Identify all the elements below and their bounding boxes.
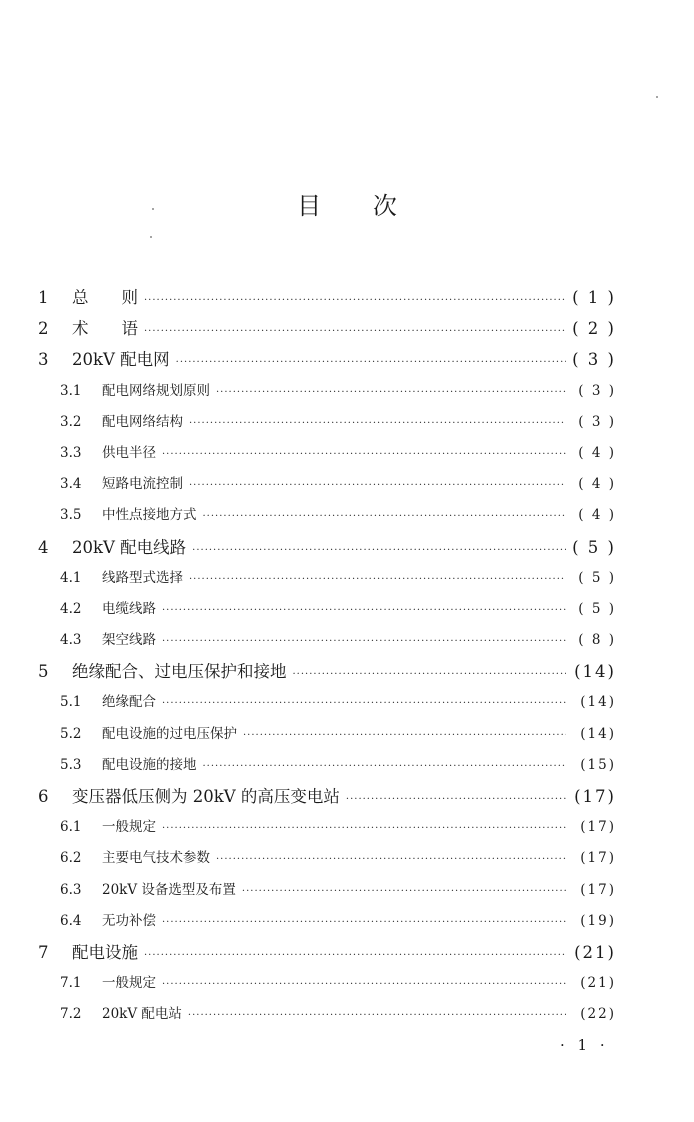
entry-page: ( 3 ) [578, 413, 616, 430]
dot-leader [162, 626, 566, 657]
entry-title: 短路电流控制 [102, 476, 183, 493]
entry-number: 4 [38, 537, 49, 557]
scan-speck [152, 208, 154, 210]
entry-number: 3.3 [60, 444, 82, 461]
title-char-1: 目 [297, 192, 322, 220]
scan-speck [656, 96, 658, 98]
dot-leader [162, 688, 566, 719]
entry-number: 4.3 [60, 632, 82, 649]
entry-page: ( 5 ) [578, 569, 616, 586]
toc-entry[interactable] [38, 750, 616, 781]
entry-number: 5 [38, 662, 49, 682]
entry-title: 绝缘配合 [102, 694, 156, 711]
entry-page: (17) [580, 819, 616, 836]
entry-title: 架空线路 [102, 632, 156, 649]
entry-page: ( 5 ) [572, 537, 616, 557]
page-number: · 1 · [560, 1036, 609, 1054]
toc-entry[interactable] [38, 563, 616, 594]
entry-title: 绝缘配合、过电压保护和接地 [72, 662, 287, 682]
toc-entry[interactable] [38, 469, 616, 500]
entry-page: ( 1 ) [572, 288, 616, 307]
dot-leader [216, 844, 566, 875]
entry-number: 5.2 [60, 725, 82, 742]
dot-leader [162, 595, 566, 626]
entry-page: (21) [574, 942, 616, 962]
page-title [0, 186, 694, 221]
dot-leader [203, 751, 567, 782]
toc-entry[interactable] [38, 781, 616, 812]
entry-page: (14) [574, 662, 616, 682]
entry-number: 3.2 [60, 413, 82, 430]
toc-entry[interactable] [38, 532, 616, 563]
entry-page: (17) [574, 787, 616, 806]
entry-number: 2 [38, 319, 49, 339]
entry-title: 线路型式选择 [102, 569, 183, 586]
entry-title: 20kV 配电站 [102, 1006, 182, 1023]
toc-entry[interactable] [38, 656, 616, 687]
entry-number: 7 [38, 942, 49, 962]
entry-title: 配电设施 [72, 942, 138, 962]
dot-leader [346, 784, 566, 815]
entry-page: (22) [580, 1006, 616, 1023]
dot-leader [144, 316, 566, 347]
entry-page: (14) [580, 725, 616, 742]
toc-entry[interactable] [38, 875, 616, 906]
entry-number: 6 [38, 787, 49, 806]
entry-page: ( 4 ) [578, 507, 616, 524]
entry-title: 变压器低压侧为 20kV 的高压变电站 [72, 787, 340, 806]
entry-number: 6.3 [60, 881, 82, 898]
entry-page: ( 3 ) [578, 382, 616, 399]
dot-leader [216, 377, 566, 408]
title-char-2: 次 [372, 192, 397, 220]
dot-leader [242, 876, 566, 907]
dot-leader [162, 969, 566, 1000]
entry-title: 20kV 设备选型及布置 [102, 881, 236, 898]
entry-title: 术 语 [72, 319, 138, 339]
entry-page: (17) [580, 850, 616, 867]
entry-number: 1 [38, 288, 49, 307]
entry-number: 4.2 [60, 600, 82, 617]
entry-page: (21) [580, 975, 616, 992]
entry-number: 5.1 [60, 694, 82, 711]
entry-title: 供电半径 [102, 444, 156, 461]
entry-title: 20kV 配电线路 [72, 537, 187, 557]
dot-leader [162, 439, 566, 470]
entry-title: 电缆线路 [102, 600, 156, 617]
dot-leader [192, 535, 566, 566]
entry-number: 3.1 [60, 382, 82, 399]
toc-entry[interactable] [38, 625, 616, 656]
dot-leader [293, 659, 567, 690]
dot-leader [188, 1000, 566, 1031]
entry-number: 7.1 [60, 975, 82, 992]
entry-page: ( 4 ) [578, 444, 616, 461]
entry-page: (17) [580, 881, 616, 898]
dot-leader [144, 940, 566, 971]
toc-entry[interactable] [38, 407, 616, 438]
toc-entry[interactable] [38, 719, 616, 750]
entry-page: (15) [580, 756, 616, 773]
entry-page: (19) [580, 912, 616, 929]
entry-title: 主要电气技术参数 [102, 850, 210, 867]
entry-title: 20kV 配电网 [72, 350, 170, 370]
entry-number: 3 [38, 350, 49, 370]
entry-page: ( 8 ) [578, 632, 616, 649]
dot-leader [176, 347, 566, 378]
entry-page: (14) [580, 694, 616, 711]
entry-page: ( 3 ) [572, 350, 616, 370]
dot-leader [162, 907, 566, 938]
toc-entry[interactable] [38, 843, 616, 874]
toc-entry[interactable] [38, 313, 616, 344]
entry-title: 总 则 [72, 288, 138, 307]
toc-entry[interactable] [38, 999, 616, 1030]
entry-page: ( 4 ) [578, 476, 616, 493]
entry-title: 一般规定 [102, 975, 156, 992]
toc-entry[interactable] [38, 687, 616, 718]
entry-number: 6.1 [60, 819, 82, 836]
table-of-contents [38, 282, 616, 1031]
entry-title: 中性点接地方式 [102, 507, 197, 524]
toc-entry[interactable] [38, 344, 616, 375]
entry-page: ( 2 ) [572, 319, 616, 339]
entry-title: 配电网络结构 [102, 413, 183, 430]
toc-entry[interactable] [38, 812, 616, 843]
entry-title: 配电设施的过电压保护 [102, 725, 237, 742]
dot-leader [189, 564, 566, 595]
toc-entry[interactable] [38, 937, 616, 968]
entry-number: 5.3 [60, 756, 82, 773]
entry-number: 3.4 [60, 476, 82, 493]
dot-leader [203, 501, 567, 532]
toc-entry[interactable] [38, 500, 616, 531]
toc-entry[interactable] [38, 906, 616, 937]
entry-number: 6.4 [60, 912, 82, 929]
entry-number: 6.2 [60, 850, 82, 867]
entry-number: 3.5 [60, 507, 82, 524]
entry-page: ( 5 ) [578, 600, 616, 617]
toc-entry[interactable] [38, 438, 616, 469]
toc-entry[interactable] [38, 282, 616, 313]
dot-leader [189, 408, 566, 439]
toc-entry[interactable] [38, 968, 616, 999]
dot-leader [144, 285, 566, 316]
entry-title: 配电网络规划原则 [102, 382, 210, 399]
toc-entry[interactable] [38, 594, 616, 625]
entry-title: 无功补偿 [102, 912, 156, 929]
entry-number: 7.2 [60, 1006, 82, 1023]
dot-leader [189, 470, 566, 501]
entry-title: 一般规定 [102, 819, 156, 836]
toc-entry[interactable] [38, 376, 616, 407]
entry-number: 4.1 [60, 569, 82, 586]
dot-leader [243, 720, 566, 751]
dot-leader [162, 813, 566, 844]
scan-speck [150, 236, 152, 238]
entry-title: 配电设施的接地 [102, 756, 197, 773]
